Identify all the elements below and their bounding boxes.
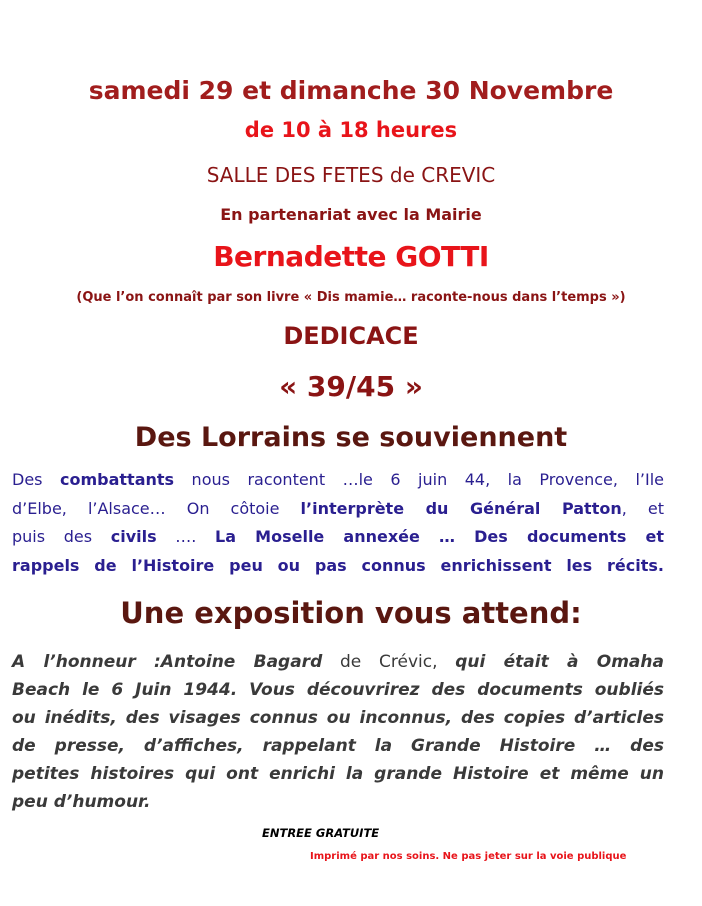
text-span: puis des <box>12 527 111 546</box>
expo-line-6: peu d’humour. <box>12 792 151 812</box>
intro-line-4: rappels de l’Histoire peu ou pas connus enrichissent les récits. <box>12 555 664 575</box>
expo-line-1 <box>12 648 664 676</box>
event-date: samedi 29 et dimanche 30 Novembre <box>88 76 614 105</box>
dedicace-heading: DEDICACE <box>283 322 419 350</box>
highlight-combattants: combattants <box>60 470 175 489</box>
intro-line-2 <box>12 495 664 524</box>
intro-line-1 <box>12 466 664 495</box>
intro-line-3 <box>12 523 664 552</box>
author-name: Bernadette GOTTI <box>213 240 489 273</box>
expo-line-5: petites histoires qui ont enrichi la grande Histoire et même un <box>12 764 664 784</box>
print-notice: Imprimé par nos soins. Ne pas jeter sur la voie publique <box>310 851 627 862</box>
event-hours: de 10 à 18 heures <box>244 118 458 142</box>
text-span: A l’honneur :Antoine Bagard <box>12 652 323 672</box>
highlight-moselle: La Moselle annexée … Des documents et <box>215 527 664 546</box>
partner-line: En partenariat avec la Mairie <box>220 205 482 224</box>
text-span: d’Elbe, l’Alsace… On côtoie <box>12 498 301 518</box>
exposition-title: Une exposition vous attend: <box>120 596 582 630</box>
text-span: , et <box>621 498 665 518</box>
event-venue: SALLE DES FETES de CREVIC <box>206 163 496 187</box>
highlight-civils: civils <box>110 527 157 546</box>
exposition-paragraph <box>12 648 664 816</box>
free-entry-label: ENTREE GRATUITE <box>262 826 380 840</box>
text-span: …. <box>156 527 216 546</box>
expo-line-2: Beach le 6 Juin 1944. Vous découvrirez des documents oubliés <box>12 680 664 700</box>
book-subtitle: Des Lorrains se souviennent <box>134 422 568 453</box>
expo-line-4: de presse, d’affiches, rappelant la Grande Histoire … des <box>12 736 664 756</box>
text-span: Des <box>12 470 60 489</box>
book-title: « 39/45 » <box>279 370 423 403</box>
author-note: (Que l’on connaît par son livre « Dis mamie… raconte-nous dans l’temps ») <box>76 290 626 305</box>
text-span: nous racontent …le 6 juin 44, la Provence, l’Ile <box>174 470 664 489</box>
text-span: de Crévic, <box>322 652 456 672</box>
text-span: qui était à Omaha <box>455 652 664 672</box>
intro-paragraph <box>12 466 664 580</box>
highlight-interprete: l’interprète du Général Patton <box>300 498 622 518</box>
expo-line-3: ou inédits, des visages connus ou inconnus, des copies d’articles <box>12 708 664 728</box>
